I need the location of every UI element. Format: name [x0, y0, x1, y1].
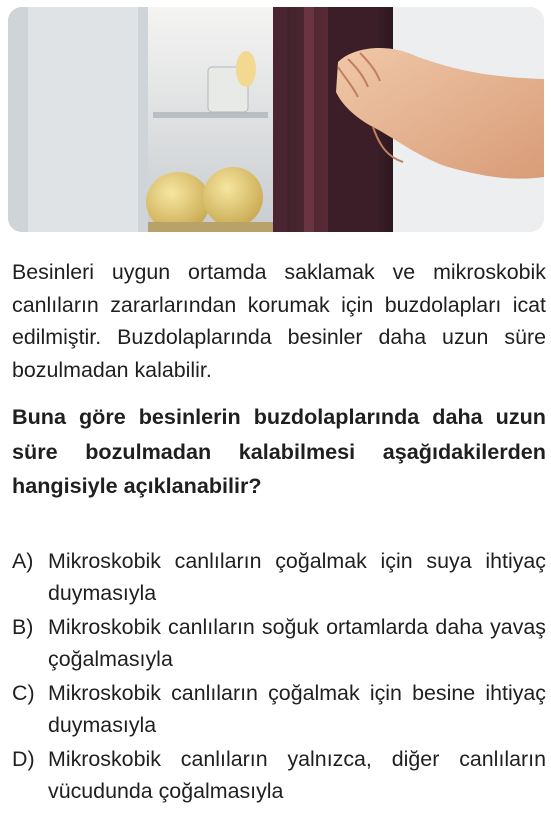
- option-text: Mikroskobik canlıların soğuk ortamlarda daha yavaş çoğalmasıyla: [48, 615, 546, 671]
- question-text: Buna göre besinlerin buzdolaplarında daha uzun süre bozulmadan kalabilmesi aşağıdakilerden hangisiyle açıklanabilir?: [12, 404, 546, 498]
- option-text: Mikroskobik canlıların yalnızca, diğer canlıların vücudunda çoğalmasıyla: [48, 747, 546, 803]
- option-a[interactable]: [12, 546, 546, 609]
- refrigerator-photo: [8, 7, 544, 232]
- answer-options: [12, 546, 546, 810]
- option-text: Mikroskobik canlıların çoğalmak için suya ihtiyaç duymasıyla: [48, 549, 546, 605]
- option-c[interactable]: [12, 678, 546, 741]
- passage-text: Besinleri uygun ortamda saklamak ve mikroskobik canlıların zararlarından korumak için buzdolapları icat edilmiştir. Buzdolaplarında besinler daha uzun süre bozulmadan kalabilir.: [12, 260, 546, 382]
- option-letter: B): [12, 615, 34, 639]
- option-d[interactable]: [12, 744, 546, 807]
- option-b[interactable]: [12, 612, 546, 675]
- option-letter: C): [12, 681, 35, 705]
- option-letter: A): [12, 549, 34, 573]
- option-letter: D): [12, 747, 35, 771]
- option-text: Mikroskobik canlıların çoğalmak için besine ihtiyaç duymasıyla: [48, 681, 546, 737]
